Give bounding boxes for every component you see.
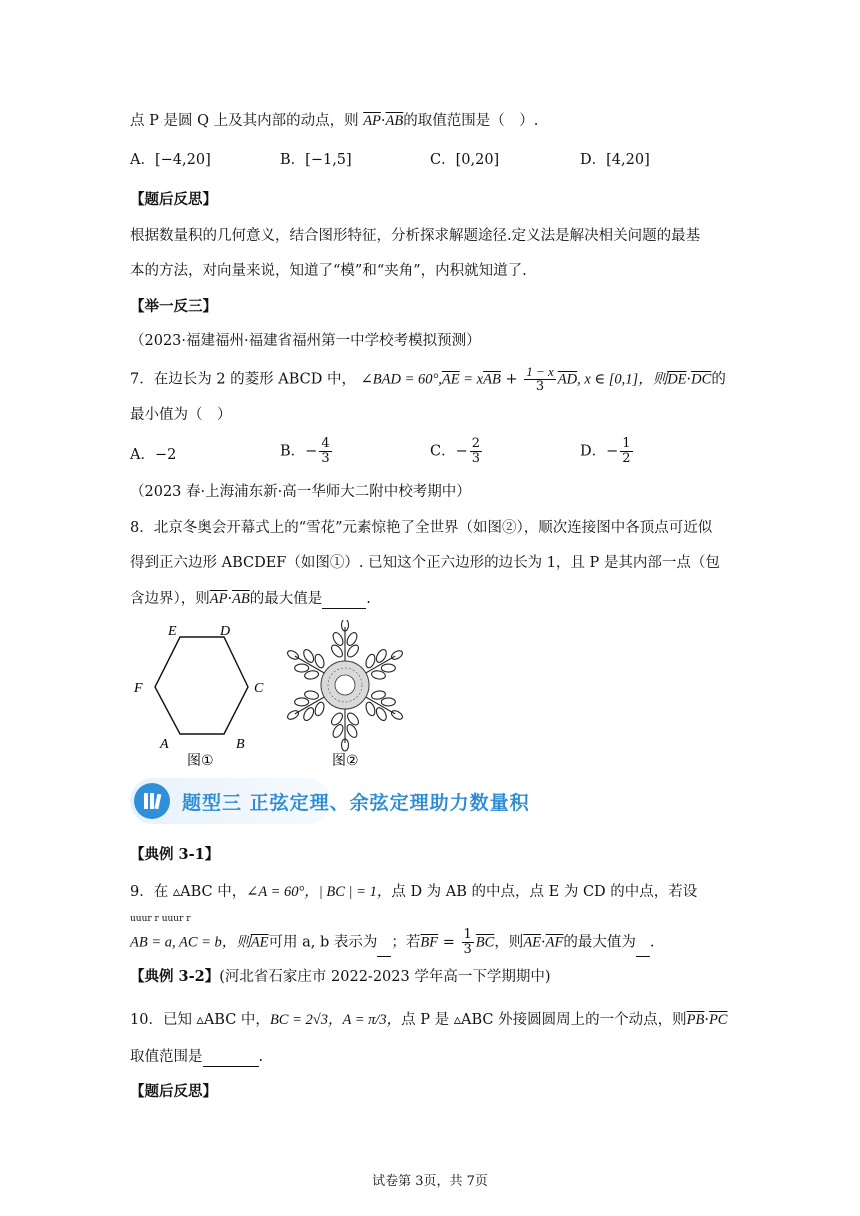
vertex-label-a: A bbox=[160, 737, 169, 752]
q7-vec-dc: $\overline{DC}$ bbox=[691, 371, 712, 388]
q7-angle: ∠BAD = 60°, bbox=[360, 371, 442, 388]
frac-num: 1 bbox=[463, 927, 472, 942]
q8-text: . bbox=[366, 591, 371, 607]
q7-vec-ab: $\overline{AB}$ bbox=[483, 371, 501, 388]
practice-heading: 【举一反三】 bbox=[130, 298, 217, 315]
q9-text: 9．在 ▵ABC 中， bbox=[130, 884, 247, 900]
frac-num: 1 − x bbox=[526, 364, 554, 379]
q10-text: 点 P 是 ▵ABC 外接圆圆周上的一个动点，则 bbox=[401, 1012, 687, 1028]
example-3-1-heading: 【典例 3-1】 bbox=[130, 846, 220, 863]
q6-stem bbox=[130, 111, 538, 131]
reflection-heading-2: 【题后反思】 bbox=[130, 1083, 217, 1100]
reflection-text-line-2: 本的方法，对向量来说，知道了“模”和“夹角”，内积就知道了. bbox=[130, 263, 527, 279]
option-value: [0,20] bbox=[455, 152, 500, 168]
q7-vec-ad: $\overline{AD}$ bbox=[557, 371, 578, 388]
q9-angle: ∠A = 60°， bbox=[246, 884, 319, 900]
option-label: C． bbox=[430, 443, 456, 460]
q7-stem bbox=[130, 365, 726, 394]
option-label: B． bbox=[280, 443, 306, 460]
q10-stem-line-2 bbox=[130, 1046, 263, 1067]
option-fraction bbox=[470, 437, 482, 466]
q7-vec-ae: $\overline{AE}$ bbox=[441, 371, 460, 388]
q8-source: （2023 春·上海浦东新·高一华师大二附中校考期中） bbox=[130, 484, 471, 500]
q10-vec-pb: $\overline{PB}$ bbox=[686, 1012, 705, 1028]
q10-text: 取值范围是 bbox=[130, 1049, 203, 1065]
option-value: [−4,20] bbox=[154, 152, 211, 168]
section-banner bbox=[130, 778, 530, 824]
q8-stem-line-3 bbox=[130, 588, 371, 609]
q6-option-c[interactable] bbox=[430, 150, 499, 170]
q9-glitch-marks: uuur r uuur r bbox=[130, 914, 191, 924]
q6-option-a[interactable] bbox=[130, 150, 211, 170]
option-fraction bbox=[319, 437, 331, 466]
option-sign: − bbox=[455, 443, 468, 460]
q7-x-range: , x ∈ [0,1]，则 bbox=[577, 371, 668, 388]
q8-stem-line-1: 8．北京冬奥会开幕式上的“雪花”元素惊艳了全世界（如图②），顺次连接图中各顶点可近似 bbox=[130, 520, 713, 536]
frac-num: 1 bbox=[622, 436, 631, 451]
q9-text: ，则 bbox=[494, 934, 524, 951]
q7-fraction bbox=[524, 365, 556, 394]
q9-text: 点 D 为 AB 的中点，点 E 为 CD 的中点，若设 bbox=[391, 884, 698, 900]
books-icon bbox=[134, 783, 170, 819]
option-value: [4,20] bbox=[606, 152, 650, 168]
q9-text: 可用 a, b 表示为 bbox=[268, 934, 378, 951]
hexagon-shape bbox=[155, 637, 248, 734]
q7-source: （2023·福建福州·福建省福州第一中学校考模拟预测） bbox=[130, 333, 481, 349]
q9-vec-ae: $\overline{AE}$ bbox=[523, 934, 542, 951]
q10-text: 10．已知 ▵ABC 中， bbox=[130, 1012, 270, 1028]
q9-stem-line-1 bbox=[130, 882, 697, 902]
q6-option-d[interactable] bbox=[580, 150, 650, 170]
q10-angle-a: A = π/3， bbox=[342, 1012, 402, 1028]
option-label: D． bbox=[580, 443, 607, 460]
dot-symbol: · bbox=[380, 113, 386, 129]
q9-text: 的最大值为 bbox=[563, 934, 636, 951]
dot-symbol: · bbox=[227, 591, 233, 607]
q9-stem-line-2: AB = a, AC = b，则$\overline{AE}$可用 a, b 表示为 ；若$\overline{BF}$ = $\frac{1}{3}$ $\overline{BC}$，则$\overline{AE}\cdot\overline{AF}$的最大值为 . bbox=[130, 927, 655, 957]
figure-1-caption: 图① bbox=[187, 753, 214, 769]
snowflake-center bbox=[335, 675, 355, 695]
frac-den: 3 bbox=[463, 942, 472, 957]
q6-option-b[interactable] bbox=[280, 150, 352, 170]
q7-tail: 的 bbox=[711, 371, 726, 388]
frac-num: 2 bbox=[471, 436, 481, 451]
q8-vec-ap: $\overline{AP}$ bbox=[209, 591, 228, 607]
q8-vec-ab: $\overline{AB}$ bbox=[232, 591, 250, 607]
answer-blank[interactable] bbox=[322, 588, 366, 609]
q7-option-c[interactable] bbox=[430, 437, 484, 466]
example-3-2-label: 【典例 3-2】 bbox=[130, 968, 220, 985]
reflection-text-line-1: 根据数量积的几何意义，结合图形特征，分析探求解题途径.定义法是解决相关问题的最基 bbox=[130, 228, 701, 244]
section-title: 题型三 正弦定理、余弦定理助力数量积 bbox=[182, 792, 530, 814]
dot-symbol: · bbox=[704, 1012, 709, 1028]
q7-option-a[interactable] bbox=[130, 445, 176, 465]
q10-vec-pc: $\overline{PC}$ bbox=[708, 1012, 728, 1028]
option-value: −2 bbox=[154, 447, 177, 463]
option-sign: − bbox=[606, 443, 619, 460]
option-sign: − bbox=[305, 443, 318, 460]
option-fraction bbox=[620, 437, 632, 466]
q9-vec-af: $\overline{AF}$ bbox=[545, 934, 564, 951]
q6-stem-text: 点 P 是圆 Q 上及其内部的动点，则 bbox=[130, 113, 359, 129]
frac-den: 3 bbox=[471, 451, 481, 466]
option-label: B． bbox=[280, 152, 306, 168]
reflection-heading-1: 【题后反思】 bbox=[130, 191, 217, 208]
q7-eq: = x bbox=[459, 371, 484, 388]
option-label: D． bbox=[580, 152, 607, 168]
q9-vec-bf: $\overline{BF}$ bbox=[420, 934, 439, 951]
q10-stem-line-1 bbox=[130, 1010, 727, 1030]
q10-bc-length: BC = 2√3， bbox=[269, 1012, 343, 1028]
q8-text: 含边界），则 bbox=[130, 591, 210, 607]
q7-option-d[interactable] bbox=[580, 437, 635, 466]
option-value: [−1,5] bbox=[305, 152, 352, 168]
q8-figures bbox=[130, 620, 430, 770]
q7-stem-line-2: 最小值为（ ） bbox=[130, 407, 232, 423]
q7-vec-de: $\overline{DE}$ bbox=[667, 371, 687, 388]
q9-text: . bbox=[649, 934, 655, 951]
page-footer: 试卷第 3页，共 7页 bbox=[372, 1174, 488, 1189]
frac-num: 4 bbox=[321, 436, 330, 451]
q9-bc-length: | BC | = 1， bbox=[318, 884, 392, 900]
option-label: C． bbox=[430, 152, 456, 168]
dot-symbol: · bbox=[686, 371, 692, 388]
q8-stem-line-2: 得到正六边形 ABCDEF（如图①）. 已知这个正六边形的边长为 1，且 P 是其内部一点（包 bbox=[130, 555, 720, 571]
example-3-2-heading bbox=[130, 967, 550, 987]
q9-basis: AB = a, AC = b，则 bbox=[130, 934, 251, 951]
vertex-label-e: E bbox=[168, 624, 177, 639]
q9-vec-bc: $\overline{BC}$ bbox=[475, 934, 495, 951]
answer-blank[interactable] bbox=[636, 936, 650, 957]
q6-vec-ap: $\overline{AP}$ bbox=[363, 113, 381, 129]
q6-stem-end: 的取值范围是（ ）. bbox=[403, 113, 539, 129]
plus-sign: + bbox=[500, 371, 523, 388]
q10-text: . bbox=[258, 1049, 264, 1065]
answer-blank[interactable] bbox=[203, 1046, 259, 1067]
q7-stem-text: 7．在边长为 2 的菱形 ABCD 中， bbox=[130, 371, 357, 388]
q7-option-b[interactable] bbox=[280, 437, 334, 466]
frac-den: 2 bbox=[622, 451, 631, 466]
dot-symbol: · bbox=[541, 934, 546, 951]
snowflake-figure bbox=[280, 620, 410, 769]
q9-text: ；若 bbox=[391, 934, 421, 951]
vertex-label-f: F bbox=[134, 681, 143, 696]
example-3-2-source: (河北省石家庄市 2022-2023 学年高一下学期期中) bbox=[219, 969, 551, 985]
q6-vec-ab: $\overline{AB}$ bbox=[385, 113, 404, 129]
vertex-label-d: D bbox=[220, 624, 231, 639]
q9-fraction bbox=[462, 928, 474, 957]
q8-text: 的最大值是 bbox=[249, 591, 323, 607]
frac-den: 3 bbox=[535, 379, 545, 394]
hexagon-figure bbox=[133, 624, 264, 769]
option-label: A． bbox=[130, 447, 155, 463]
frac-den: 3 bbox=[321, 451, 330, 466]
answer-blank[interactable] bbox=[377, 936, 391, 957]
q9-vec-ae: $\overline{AE}$ bbox=[250, 934, 269, 951]
option-label: A． bbox=[130, 152, 155, 168]
figure-2-caption: 图② bbox=[332, 753, 359, 769]
vertex-label-c: C bbox=[254, 681, 264, 696]
books-icon-glyph bbox=[134, 783, 170, 819]
vertex-label-b: B bbox=[236, 737, 245, 752]
